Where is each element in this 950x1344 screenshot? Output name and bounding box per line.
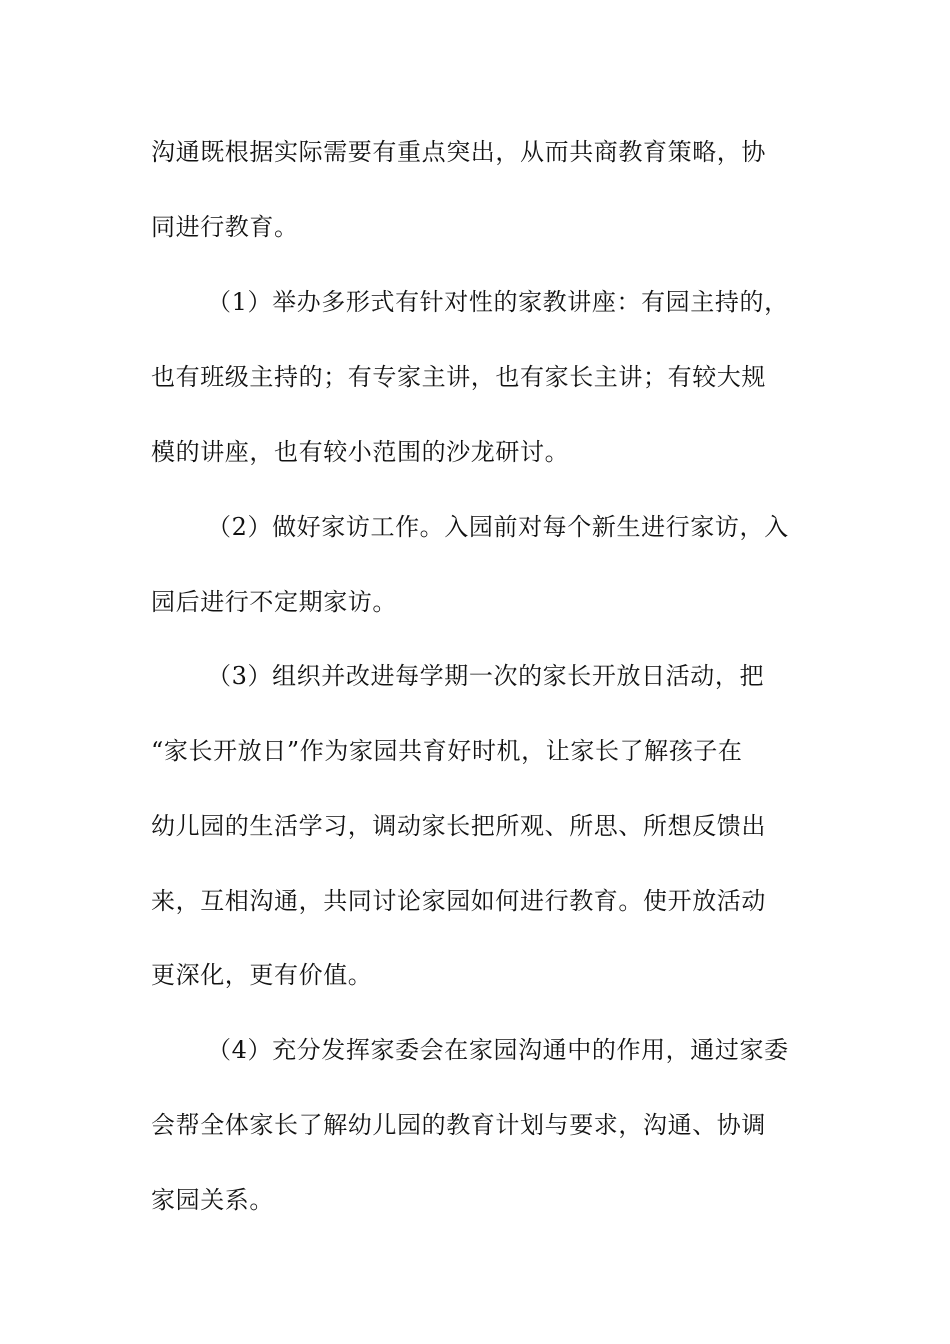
text-line: 模的讲座，也有较小范围的沙龙研讨。 (151, 438, 570, 466)
paragraph-1-first-line: （1）举办多形式有针对性的家教讲座：有园主持的， (207, 288, 789, 316)
paragraph-3-first-line: （3）组织并改进每学期一次的家长开放日活动，把 (207, 662, 765, 690)
paragraph-2-first-line: （2）做好家访工作。入园前对每个新生进行家访，入 (207, 513, 789, 541)
text-line: 会帮全体家长了解幼儿园的教育计划与要求，沟通、协调 (151, 1111, 766, 1139)
text-line: 沟通既根据实际需要有重点突出，从而共商教育策略，协 (151, 138, 766, 166)
text-line: “家长开放日”作为家园共育好时机，让家长了解孩子在 (151, 737, 743, 765)
paragraph-4-first-line: （4）充分发挥家委会在家园沟通中的作用，通过家委 (207, 1036, 789, 1064)
text-line: 家园关系。 (151, 1186, 274, 1214)
text-line: 来，互相沟通，共同讨论家园如何进行教育。使开放活动 (151, 887, 766, 915)
text-line: 更深化，更有价值。 (151, 961, 373, 989)
text-line: 园后进行不定期家访。 (151, 588, 397, 616)
text-line: 也有班级主持的；有专家主讲，也有家长主讲；有较大规 (151, 363, 766, 391)
text-line: 同进行教育。 (151, 213, 299, 241)
text-line: 幼儿园的生活学习，调动家长把所观、所思、所想反馈出 (151, 812, 766, 840)
